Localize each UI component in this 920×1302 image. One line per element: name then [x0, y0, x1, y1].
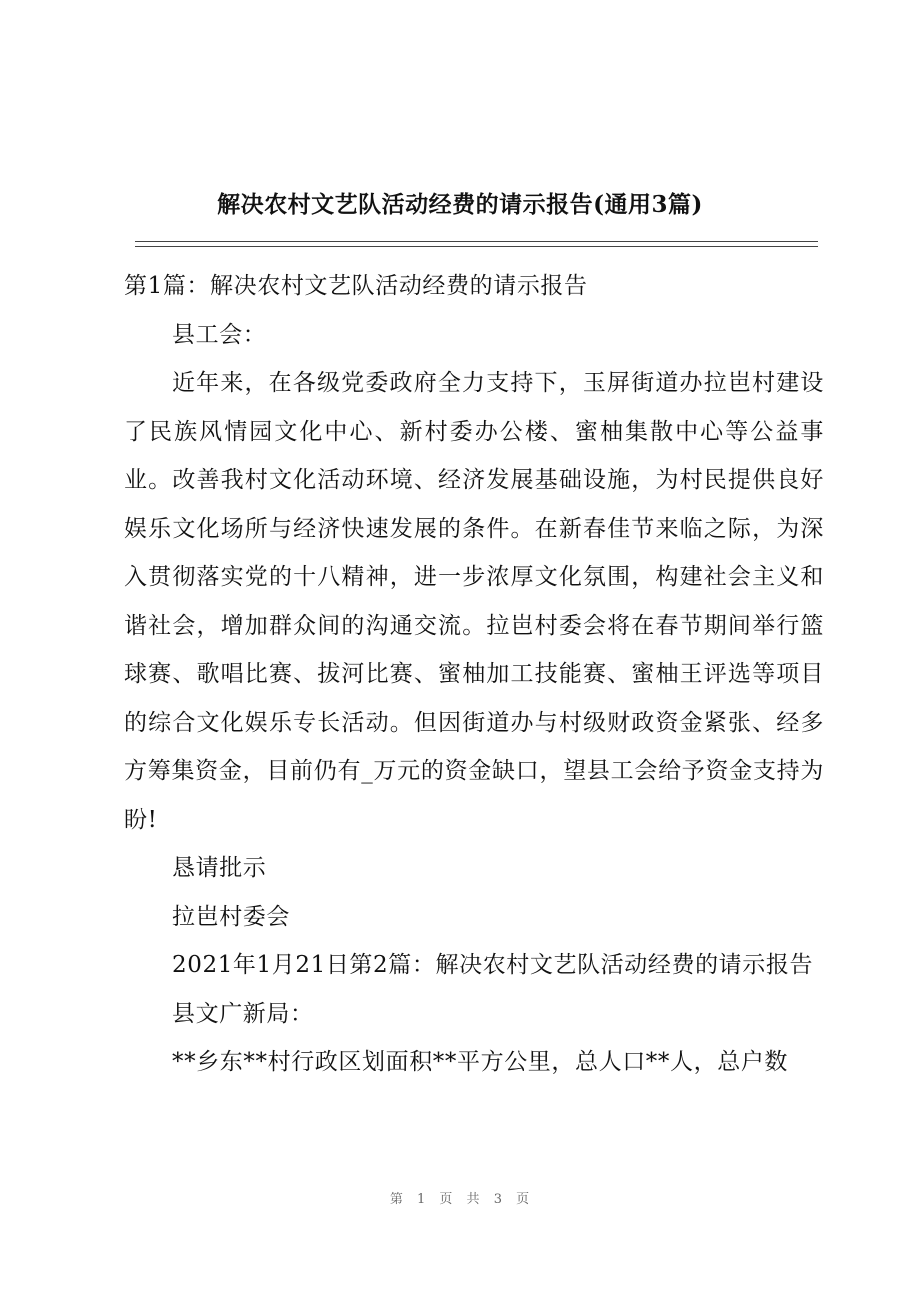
- title-divider: [135, 241, 818, 247]
- page-footer: 第 1 页 共 3 页: [389, 1192, 531, 1207]
- signature-line: 拉岜村委会: [172, 903, 290, 930]
- document-body: [124, 262, 824, 1087]
- request-line: 恳请批示: [172, 855, 267, 881]
- body-paragraph-2: **乡东**村行政区划面积**平方公里，总人口**人，总户数: [172, 1049, 788, 1075]
- body-paragraph: 近年来，在各级党委政府全力支持下，玉屏街道办拉岜村建设了民族风情园文化中心、新村委办公楼、蜜柚集散中心等公益事业。改善我村文化活动环境、经济发展基础设施，为村民提供良好娱乐文化场所与经济快速发展的条件。在新春佳节来临之际，为深入贯彻落实党的十八精神，进一步浓厚文化氛围，构建社会主义和谐社会，增加群众间的沟通交流。拉岜村委会将在春节期间举行篮球赛、歌唱比赛、拔河比赛、蜜柚加工技能赛、蜜柚王评选等项目的综合文化娱乐专长活动。但因街道办与村级财政资金紧张、经多方筹集资金，目前仍有_万元的资金缺口，望县工会给予资金支持为盼!: [124, 370, 824, 833]
- section-heading-1: 第1篇：解决农村文艺队活动经费的请示报告: [124, 273, 588, 299]
- salutation-paragraph-2: 县文广新局：: [172, 1000, 314, 1027]
- document-title: 解决农村文艺队活动经费的请示报告(通用3篇): [217, 191, 703, 218]
- salutation-paragraph: 县工会：: [172, 321, 267, 348]
- date-and-heading-2: 2021年1月21日第2篇：解决农村文艺队活动经费的请示报告: [172, 952, 814, 978]
